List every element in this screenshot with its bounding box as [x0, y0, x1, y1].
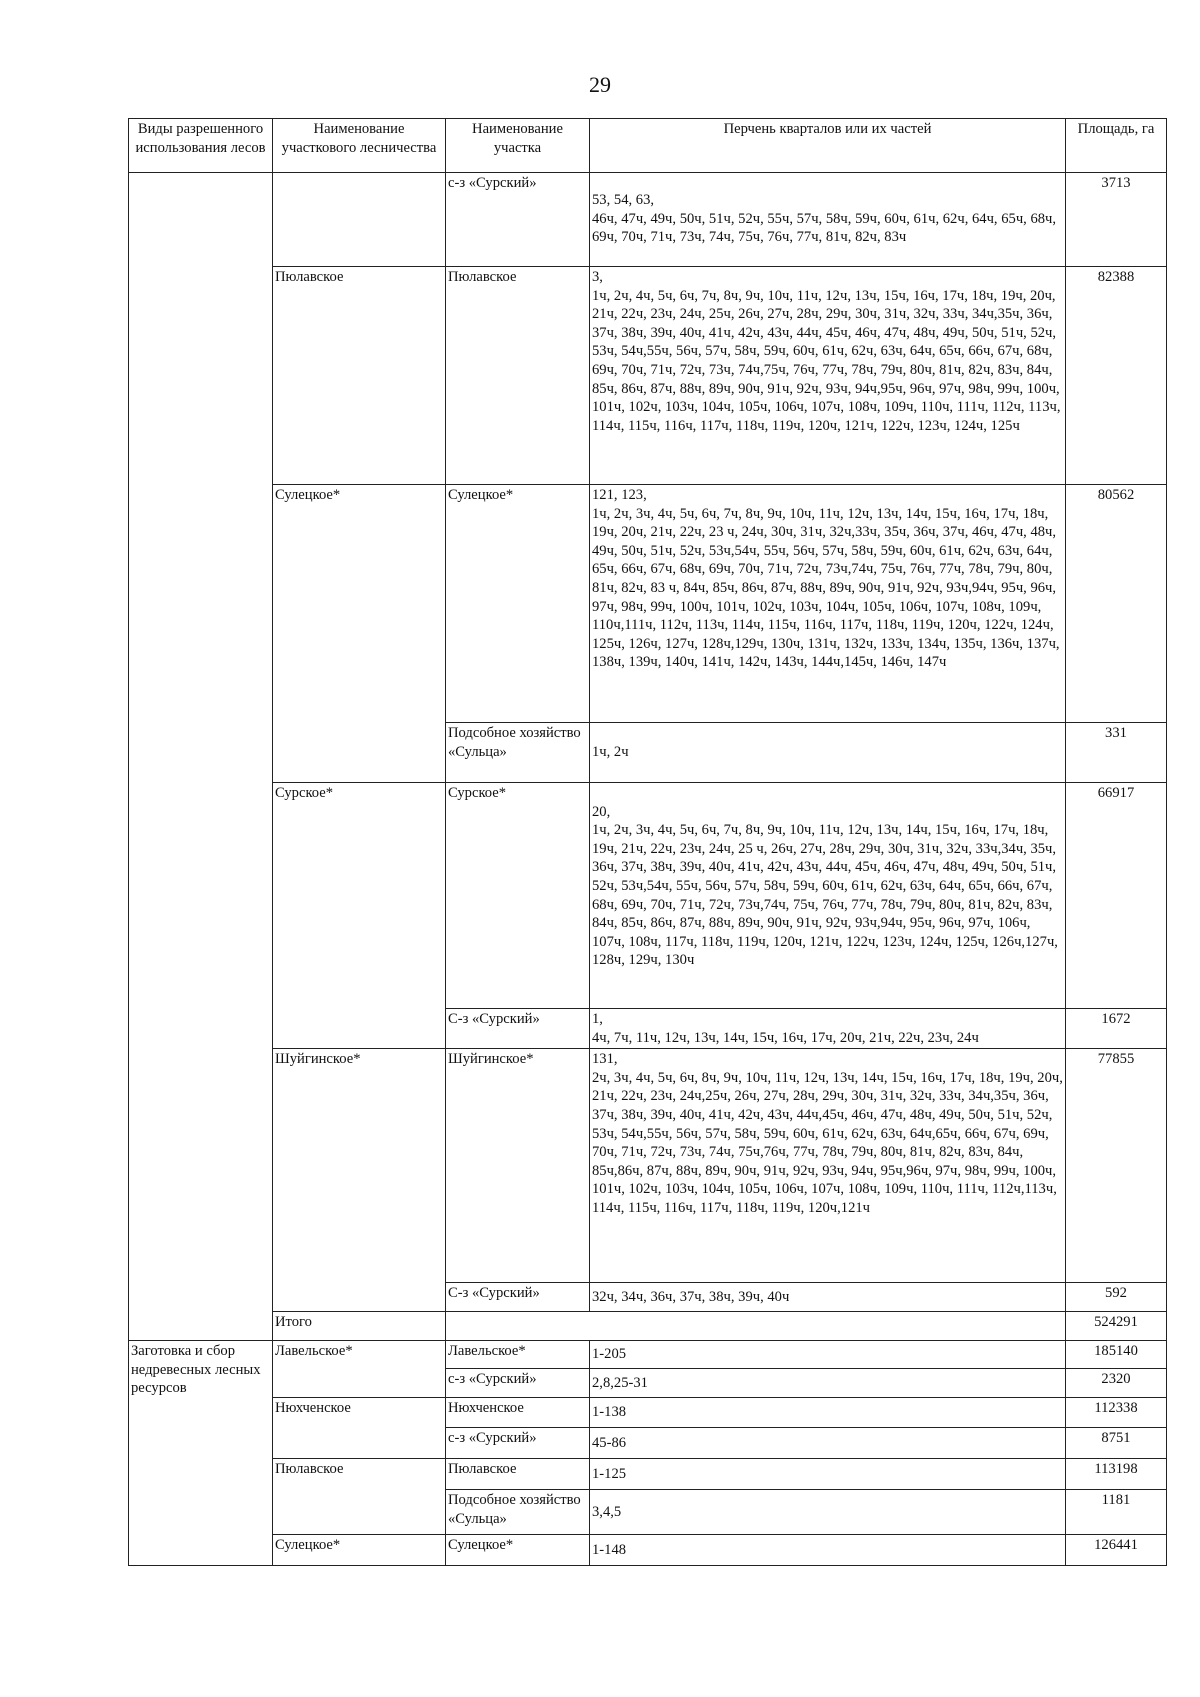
site-cell: Сурское*: [446, 783, 590, 1009]
table-row: [129, 1459, 1167, 1490]
site-cell: Подсобное хозяйство «Сульца»: [446, 723, 590, 783]
total-empty-cell: [446, 1312, 1066, 1341]
site-cell: Пюлавское: [446, 1459, 590, 1490]
area-cell: 112338: [1066, 1398, 1167, 1428]
area-cell: 82388: [1066, 267, 1167, 485]
quarters-cell: 2,8,25-31: [590, 1369, 1066, 1398]
table-header-row: [129, 119, 1167, 173]
quarters-cell: 3, 1ч, 2ч, 4ч, 5ч, 6ч, 7ч, 8ч, 9ч, 10ч, 11ч, 12ч, 13ч, 15ч, 16ч, 17ч, 18ч, 19ч, 20ч, 21ч, 22ч, 23ч, 24ч, 25ч, 26ч, 27ч, 28ч, 29ч, 30ч, 31ч, 32ч, 33ч, 34ч,35ч, 36ч, 37ч, 38ч, 39ч, 40ч, 41ч, 42ч, 43ч, 44ч, 45ч, 46ч, 47ч, 48ч, 49ч, 50ч, 51ч, 52ч, 53ч, 54ч,55ч, 56ч, 57ч, 58ч, 59ч, 60ч, 61ч, 62ч, 63ч, 64ч, 65ч, 66ч, 67ч, 68ч, 69ч, 70ч, 71ч, 72ч, 73ч, 74ч,75ч, 76ч, 77ч, 78ч, 79ч, 80ч, 81ч, 82ч, 83ч, 84ч, 85ч, 86ч, 87ч, 88ч, 89ч, 90ч, 91ч, 92ч, 93ч, 94ч,95ч, 96ч, 97ч, 98ч, 99ч, 100ч, 101ч, 102ч, 103ч, 104ч, 105ч, 106ч, 107ч, 108ч, 109ч, 110ч, 111ч, 112ч, 113ч, 114ч, 115ч, 116ч, 117ч, 118ч, 119ч, 120ч, 121ч, 122ч, 123ч, 124ч, 125ч: [590, 267, 1066, 485]
site-cell: с-з «Сурский»: [446, 1369, 590, 1398]
total-label: Итого: [273, 1312, 446, 1341]
site-cell: С-з «Сурский»: [446, 1009, 590, 1049]
district-cell: Пюлавское: [273, 1459, 446, 1535]
district-cell: Шуйгинское*: [273, 1049, 446, 1312]
forest-use-table: [128, 118, 1167, 1566]
header-quarters: Перчень кварталов или их частей: [590, 119, 1066, 173]
area-cell: 66917: [1066, 783, 1167, 1009]
area-cell: 185140: [1066, 1341, 1167, 1369]
table-row: [129, 1341, 1167, 1369]
area-cell: 592: [1066, 1283, 1167, 1312]
total-area: 524291: [1066, 1312, 1167, 1341]
site-cell: Сулецкое*: [446, 1535, 590, 1566]
district-cell: Нюхченское: [273, 1398, 446, 1459]
table-row: [129, 783, 1167, 1009]
area-cell: 3713: [1066, 173, 1167, 267]
quarters-cell: 20, 1ч, 2ч, 3ч, 4ч, 5ч, 6ч, 7ч, 8ч, 9ч, 10ч, 11ч, 12ч, 13ч, 14ч, 15ч, 16ч, 17ч, 18ч, 19ч, 21ч, 22ч, 23ч, 24ч, 25 ч, 26ч, 27ч, 28ч, 29ч, 30ч, 31ч, 32ч, 33ч,34ч, 35ч, 36ч, 37ч, 38ч, 39ч, 40ч, 41ч, 42ч, 43ч, 44ч, 45ч, 46ч, 47ч, 48ч, 49ч, 50ч, 51ч, 52ч, 53ч,54ч, 55ч, 56ч, 57ч, 58ч, 59ч, 60ч, 61ч, 62ч, 63ч, 64ч, 65ч, 66ч, 67ч, 68ч, 69ч, 70ч, 71ч, 72ч, 73ч,74ч, 75ч, 76ч, 77ч, 78ч, 79ч, 80ч, 81ч, 82ч, 83ч, 84ч, 85ч, 86ч, 87ч, 88ч, 89ч, 90ч, 91ч, 92ч, 93ч,94ч, 95ч, 96ч, 97ч, 106ч, 107ч, 108ч, 117ч, 118ч, 119ч, 120ч, 121ч, 122ч, 123ч, 124ч, 125ч, 126ч,127ч, 128ч, 129ч, 130ч: [590, 783, 1066, 1009]
quarters-cell: 1ч, 2ч: [590, 723, 1066, 783]
quarters-cell: 53, 54, 63, 46ч, 47ч, 49ч, 50ч, 51ч, 52ч, 55ч, 57ч, 58ч, 59ч, 60ч, 61ч, 62ч, 64ч, 65ч, 68ч, 69ч, 70ч, 71ч, 73ч, 74ч, 75ч, 76ч, 77ч, 81ч, 82ч, 83ч: [590, 173, 1066, 267]
area-cell: 1672: [1066, 1009, 1167, 1049]
header-district: Наименование участкового лесничества: [273, 119, 446, 173]
site-cell: с-з «Сурский»: [446, 1428, 590, 1459]
district-cell: Лавельское*: [273, 1341, 446, 1398]
header-area: Площадь, га: [1066, 119, 1167, 173]
area-cell: 8751: [1066, 1428, 1167, 1459]
quarters-cell: 45-86: [590, 1428, 1066, 1459]
quarters-cell: 121, 123, 1ч, 2ч, 3ч, 4ч, 5ч, 6ч, 7ч, 8ч, 9ч, 10ч, 11ч, 12ч, 13ч, 14ч, 15ч, 16ч, 17ч, 18ч, 19ч, 20ч, 21ч, 22ч, 23 ч, 24ч, 30ч, 31ч, 32ч,33ч, 35ч, 36ч, 37ч, 46ч, 47ч, 48ч, 49ч, 50ч, 51ч, 52ч, 53ч,54ч, 55ч, 56ч, 57ч, 58ч, 59ч, 60ч, 61ч, 62ч, 63ч, 64ч, 65ч, 66ч, 67ч, 68ч, 69ч, 70ч, 71ч, 72ч, 73ч,74ч, 75ч, 76ч, 77ч, 78ч, 79ч, 80ч, 81ч, 82ч, 83 ч, 84ч, 85ч, 86ч, 87ч, 88ч, 89ч, 90ч, 91ч, 92ч, 93ч,94ч, 95ч, 96ч, 97ч, 98ч, 99ч, 100ч, 101ч, 102ч, 103ч, 104ч, 105ч, 106ч, 107ч, 108ч, 109ч, 110ч,111ч, 112ч, 113ч, 114ч, 115ч, 116ч, 117ч, 118ч, 119ч, 120ч, 122ч, 124ч, 125ч, 126ч, 127ч, 128ч,129ч, 130ч, 131ч, 132ч, 133ч, 134ч, 135ч, 136ч, 137ч, 138ч, 139ч, 140ч, 141ч, 142ч, 143ч, 144ч,145ч, 146ч, 147ч: [590, 485, 1066, 723]
district-cell: Сулецкое*: [273, 485, 446, 783]
quarters-cell: 1-138: [590, 1398, 1066, 1428]
area-cell: 113198: [1066, 1459, 1167, 1490]
site-cell: С-з «Сурский»: [446, 1283, 590, 1312]
header-use-type: Виды разрешенного использования лесов: [129, 119, 273, 173]
site-cell: Шуйгинское*: [446, 1049, 590, 1283]
table-row: [129, 1535, 1167, 1566]
quarters-cell: 1-148: [590, 1535, 1066, 1566]
table-row: [129, 1049, 1167, 1283]
area-cell: 126441: [1066, 1535, 1167, 1566]
site-cell: Нюхченское: [446, 1398, 590, 1428]
area-cell: 1181: [1066, 1490, 1167, 1535]
district-cell: Сулецкое*: [273, 1535, 446, 1566]
site-cell: Пюлавское: [446, 267, 590, 485]
table-row: [129, 1398, 1167, 1428]
page-number: 29: [589, 72, 611, 97]
quarters-cell: 1, 4ч, 7ч, 11ч, 12ч, 13ч, 14ч, 15ч, 16ч, 17ч, 20ч, 21ч, 22ч, 23ч, 24ч: [590, 1009, 1066, 1049]
total-row: [129, 1312, 1167, 1341]
table-row: [129, 173, 1167, 267]
site-cell: Лавельское*: [446, 1341, 590, 1369]
area-cell: 80562: [1066, 485, 1167, 723]
quarters-cell: 32ч, 34ч, 36ч, 37ч, 38ч, 39ч, 40ч: [590, 1283, 1066, 1312]
table-row: [129, 485, 1167, 723]
site-cell: Сулецкое*: [446, 485, 590, 723]
use-type-cell-1: [129, 173, 273, 1341]
table-row: [129, 267, 1167, 485]
quarters-cell: 1-125: [590, 1459, 1066, 1490]
district-cell: [273, 173, 446, 267]
use-type-cell-2: Заготовка и сбор недревесных лесных ресурсов: [129, 1341, 273, 1566]
header-site: Наименование участка: [446, 119, 590, 173]
site-cell: Подсобное хозяйство «Сульца»: [446, 1490, 590, 1535]
district-cell: Пюлавское: [273, 267, 446, 485]
area-cell: 331: [1066, 723, 1167, 783]
area-cell: 2320: [1066, 1369, 1167, 1398]
quarters-cell: 3,4,5: [590, 1490, 1066, 1535]
district-cell: Сурское*: [273, 783, 446, 1049]
site-cell: с-з «Сурский»: [446, 173, 590, 267]
area-cell: 77855: [1066, 1049, 1167, 1283]
quarters-cell: 131, 2ч, 3ч, 4ч, 5ч, 6ч, 8ч, 9ч, 10ч, 11ч, 12ч, 13ч, 14ч, 15ч, 16ч, 17ч, 18ч, 19ч, 20ч, 21ч, 22ч, 23ч, 24ч,25ч, 26ч, 27ч, 28ч, 29ч, 30ч, 31ч, 32ч, 33ч, 34ч,35ч, 36ч, 37ч, 38ч, 39ч, 40ч, 41ч, 42ч, 43ч, 44ч,45ч, 46ч, 47ч, 48ч, 49ч, 50ч, 51ч, 52ч, 53ч, 54ч,55ч, 56ч, 57ч, 58ч, 59ч, 60ч, 61ч, 62ч, 63ч, 64ч,65ч, 66ч, 67ч, 69ч, 70ч, 71ч, 72ч, 73ч, 74ч, 75ч,76ч, 77ч, 78ч, 79ч, 80ч, 81ч, 82ч, 83ч, 84ч, 85ч,86ч, 87ч, 88ч, 89ч, 90ч, 91ч, 92ч, 93ч, 94ч, 95ч,96ч, 97ч, 98ч, 99ч, 100ч, 101ч, 102ч, 103ч, 104ч, 105ч, 106ч, 107ч, 108ч, 109ч, 110ч, 111ч, 112ч,113ч, 114ч, 115ч, 116ч, 117ч, 118ч, 119ч, 120ч,121ч: [590, 1049, 1066, 1283]
quarters-cell: 1-205: [590, 1341, 1066, 1369]
